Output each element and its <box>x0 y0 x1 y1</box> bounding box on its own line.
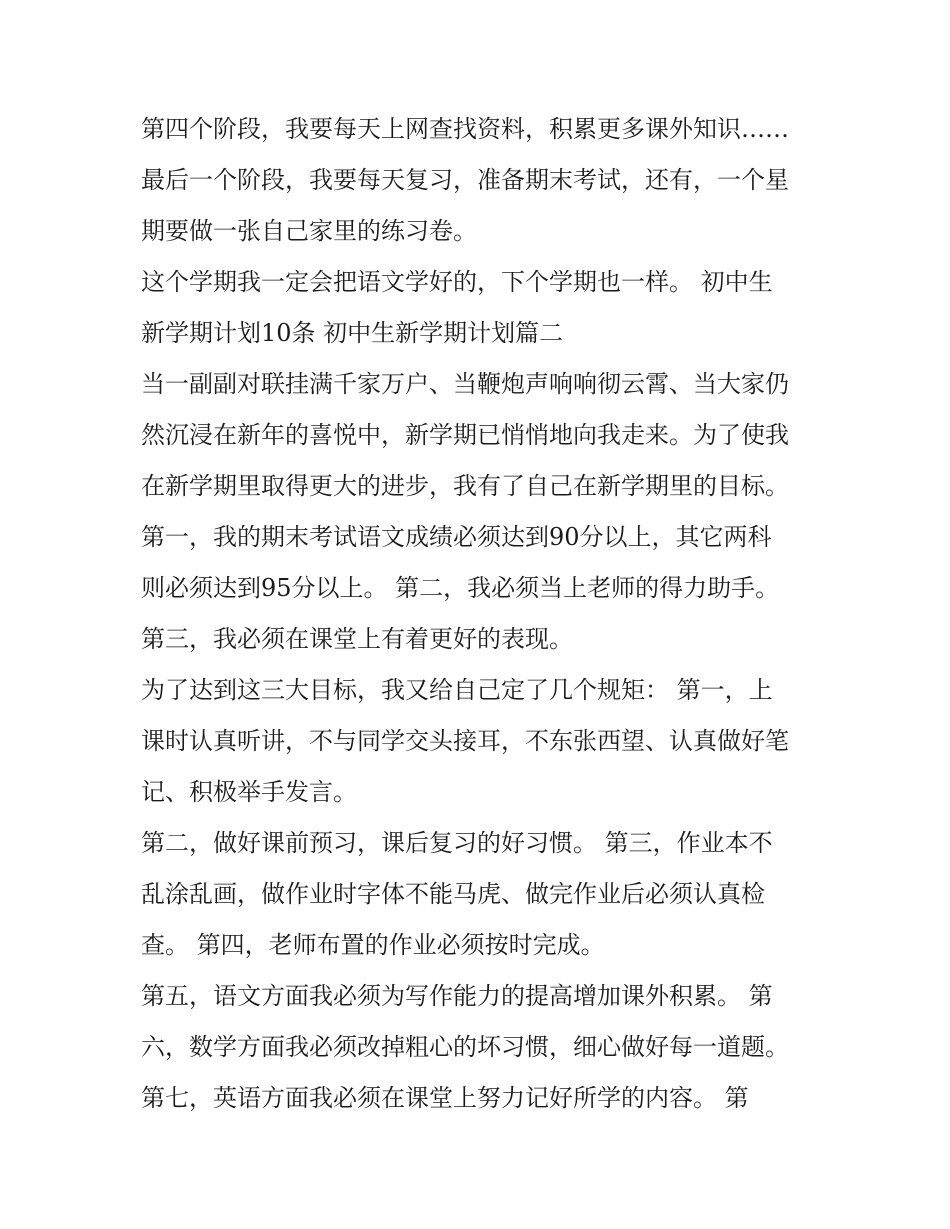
text-line: 第三，我必须在课堂上有着更好的表现。 <box>141 625 573 653</box>
text-line: 第七，英语方面我必须在课堂上努力记好所学的内容。 第 <box>141 1084 749 1112</box>
text-line: 六，数学方面我必须改掉粗心的坏习惯，细心做好每一道题。 <box>141 1033 789 1061</box>
document-body-text <box>141 104 821 1124</box>
text-line: 课时认真听讲，不与同学交头接耳，不东张西望、认真做好笔 <box>141 727 789 755</box>
text-line: 乱涂乱画，做作业时字体不能马虎、做完作业后必须认真检 <box>141 880 765 908</box>
text-line: 第四个阶段，我要每天上网查找资料，积累更多课外知识…… <box>141 115 789 143</box>
text-line: 则必须达到95分以上。 第二，我必须当上老师的得力助手。 <box>141 574 780 602</box>
text-line: 在新学期里取得更大的进步，我有了自己在新学期里的目标。 <box>141 472 789 500</box>
text-line: 记、积极举手发言。 <box>141 778 357 806</box>
text-line: 第二，做好课前预习，课后复习的好习惯。 第三，作业本不 <box>141 829 773 857</box>
text-line: 当一副副对联挂满千家万户、当鞭炮声响响彻云霄、当大家仍 <box>141 370 789 398</box>
text-line: 这个学期我一定会把语文学好的，下个学期也一样。 初中生 <box>141 268 773 296</box>
text-line: 第五，语文方面我必须为写作能力的提高增加课外积累。 第 <box>141 982 773 1010</box>
text-line: 最后一个阶段，我要每天复习，准备期末考试，还有，一个星 <box>141 166 789 194</box>
text-line: 期要做一张自己家里的练习卷。 <box>141 217 477 245</box>
text-line: 为了达到这三大目标，我又给自己定了几个规矩： 第一，上 <box>141 676 773 704</box>
text-line: 然沉浸在新年的喜悦中，新学期已悄悄地向我走来。为了使我 <box>141 421 789 449</box>
text-line: 新学期计划10条 初中生新学期计划篇二 <box>141 319 564 347</box>
text-line: 查。 第四，老师布置的作业必须按时完成。 <box>141 931 605 959</box>
text-line: 第一，我的期末考试语文成绩必须达到90分以上，其它两科 <box>141 523 772 551</box>
